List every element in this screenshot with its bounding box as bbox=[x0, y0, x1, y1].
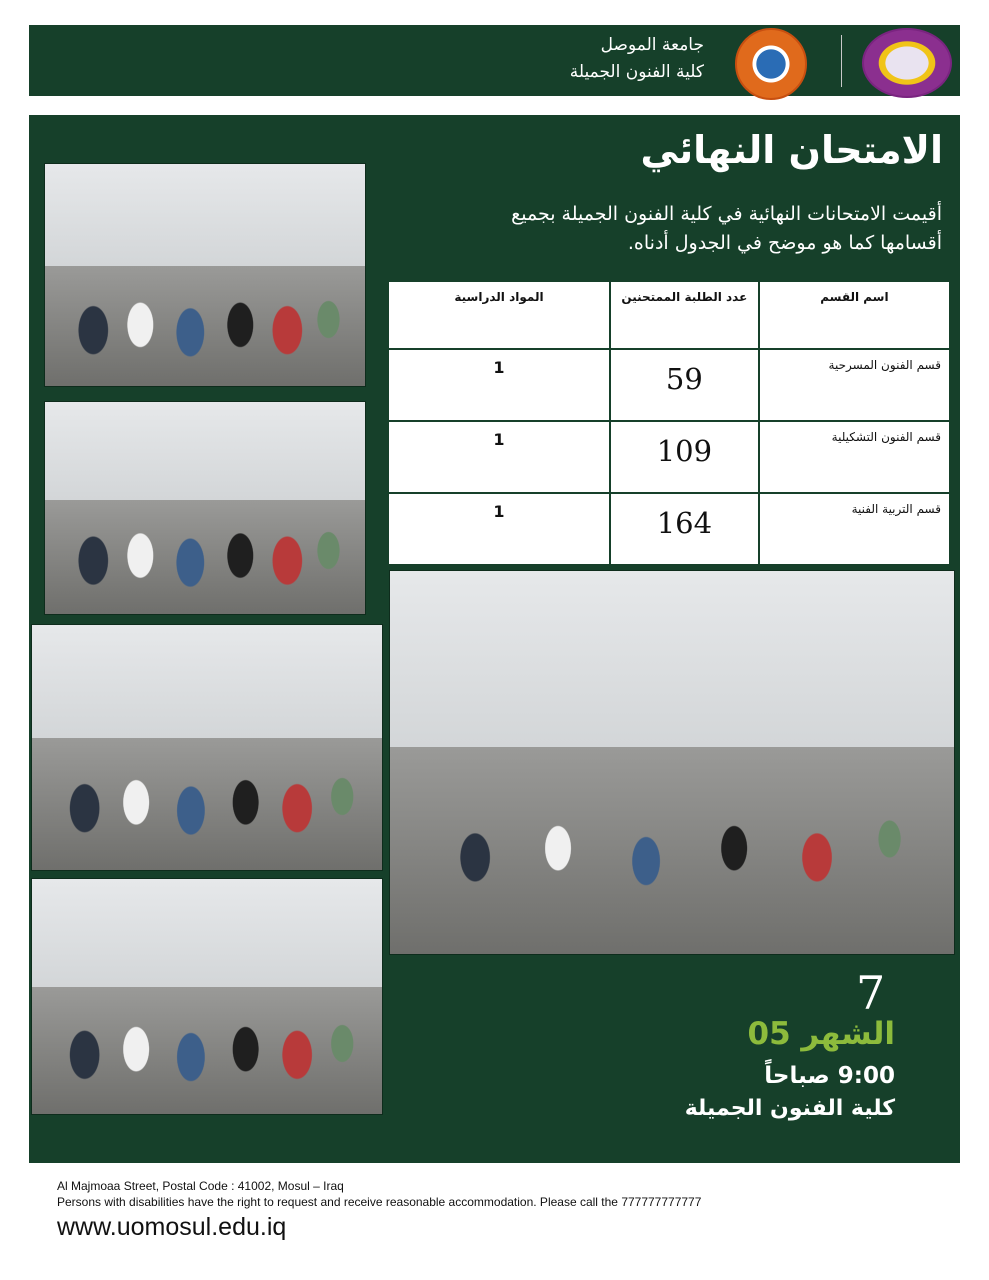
header-count: عدد الطلبة الممتحنين bbox=[610, 281, 759, 349]
page-title: الامتحان النهائي bbox=[640, 128, 943, 172]
header-divider bbox=[841, 35, 842, 87]
university-name: جامعة الموصل bbox=[600, 35, 704, 55]
exam-time: 9:00 صباحاً bbox=[764, 1063, 895, 1089]
header-bar bbox=[29, 25, 960, 96]
exam-day: 7 bbox=[856, 966, 886, 1020]
subjects-cell: 1 bbox=[388, 421, 610, 493]
exam-hall-photo bbox=[31, 624, 383, 871]
exam-stats-table bbox=[387, 280, 951, 566]
college-name: كلية الفنون الجميلة bbox=[569, 62, 704, 82]
count-cell: 109 bbox=[610, 421, 759, 493]
table-header-row bbox=[388, 281, 950, 349]
header-subjects: المواد الدراسية bbox=[388, 281, 610, 349]
footer-address: Al Majmoaa Street, Postal Code : 41002, Mosul – Iraq bbox=[57, 1179, 344, 1193]
dept-cell: قسم الفنون التشكيلية bbox=[759, 421, 950, 493]
table-row bbox=[388, 421, 950, 493]
header-dept: اسم القسم bbox=[759, 281, 950, 349]
exam-month: الشهر 05 bbox=[747, 1016, 895, 1052]
footer-notice: Persons with disabilities have the right to request and receive reasonable accommodation. Please call the 777777777777 bbox=[57, 1195, 702, 1209]
table-row bbox=[388, 493, 950, 565]
exam-hall-photo bbox=[44, 163, 366, 387]
table-row bbox=[388, 349, 950, 421]
count-cell: 164 bbox=[610, 493, 759, 565]
exam-hall-photo bbox=[31, 878, 383, 1115]
subjects-cell: 1 bbox=[388, 349, 610, 421]
dept-cell: قسم الفنون المسرحية bbox=[759, 349, 950, 421]
exam-venue: كلية الفنون الجميلة bbox=[684, 1096, 895, 1121]
university-logo-icon bbox=[735, 28, 807, 100]
dept-cell: قسم التربية الفنية bbox=[759, 493, 950, 565]
website-link[interactable]: www.uomosul.edu.iq bbox=[57, 1213, 287, 1241]
count-cell: 59 bbox=[610, 349, 759, 421]
exam-hall-photo bbox=[44, 401, 366, 615]
exam-hall-photo-large bbox=[389, 570, 955, 955]
college-logo-icon bbox=[862, 28, 952, 98]
subjects-cell: 1 bbox=[388, 493, 610, 565]
intro-text: أقيمت الامتحانات النهائية في كلية الفنون الجميلة بجميع أقسامها كما هو موضح في الجدول أدناه. bbox=[511, 203, 942, 254]
